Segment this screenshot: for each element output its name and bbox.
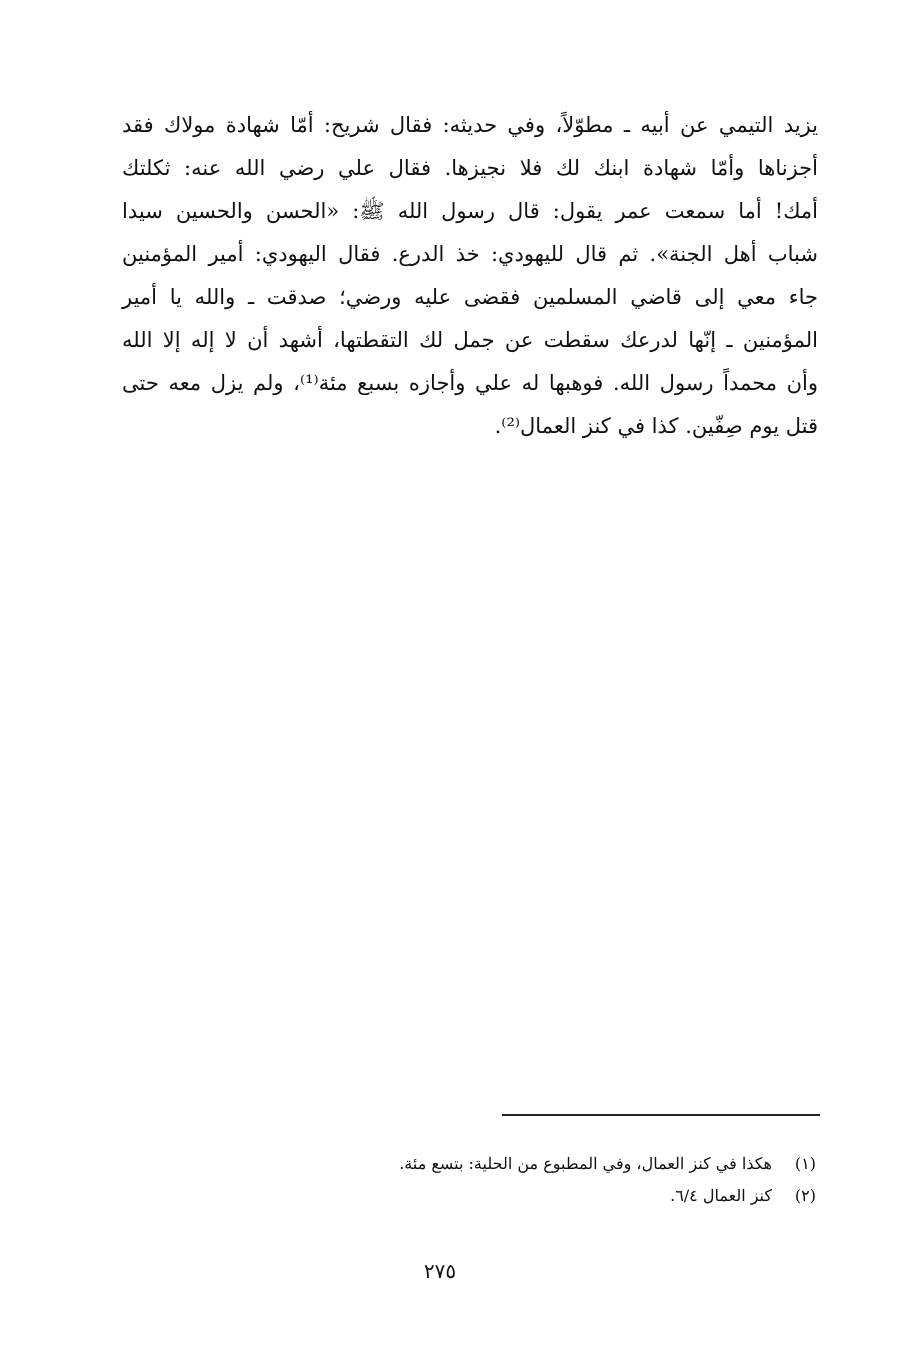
text-line: المؤمنين ـ إنّها لدرعك سقطت عن جمل لك التقطتها، أشهد أن لا إله إلا الله <box>122 328 818 352</box>
text-line: وأن محمداً رسول الله. فوهبها له علي وأجازه بسبع مئة⁽¹⁾، ولم يزل معه حتى <box>122 371 818 395</box>
footnote-marker: (٢) <box>794 1186 816 1205</box>
text-line: يزيد التيمي عن أبيه ـ مطوّلاً، وفي حديثه: فقال شريح: أمّا شهادة مولاك فقد <box>122 113 818 137</box>
main-text <box>122 104 818 448</box>
text-line: أجزناها وأمّا شهادة ابنك لك فلا نجيزها. فقال علي رضي الله عنه: ثكلتك <box>122 156 818 180</box>
footnote-item <box>120 1148 816 1180</box>
text-line: شباب أهل الجنة». ثم قال لليهودي: خذ الدرع. فقال اليهودي: أمير المؤمنين <box>122 242 818 266</box>
footnote-marker: (١) <box>794 1154 816 1173</box>
footnotes <box>120 1148 816 1212</box>
footnote-divider <box>502 1114 820 1116</box>
footnote-text: كنز العمال ٦/٤. <box>670 1186 772 1205</box>
page-number: ٢٧٥ <box>423 1259 457 1283</box>
footnote-text: هكذا في كنز العمال، وفي المطبوع من الحلية: بتسع مئة. <box>399 1154 772 1173</box>
text-line: جاء معي إلى قاضي المسلمين فقضى عليه ورضي؛ صدقت ـ والله يا أمير <box>122 285 818 309</box>
text-line: قتل يوم صِفّين. كذا في كنز العمال⁽²⁾. <box>494 414 818 438</box>
text-line: أمك! أما سمعت عمر يقول: قال رسول الله ﷺ: «الحسن والحسين سيدا <box>122 199 818 223</box>
footnote-item <box>120 1180 816 1212</box>
